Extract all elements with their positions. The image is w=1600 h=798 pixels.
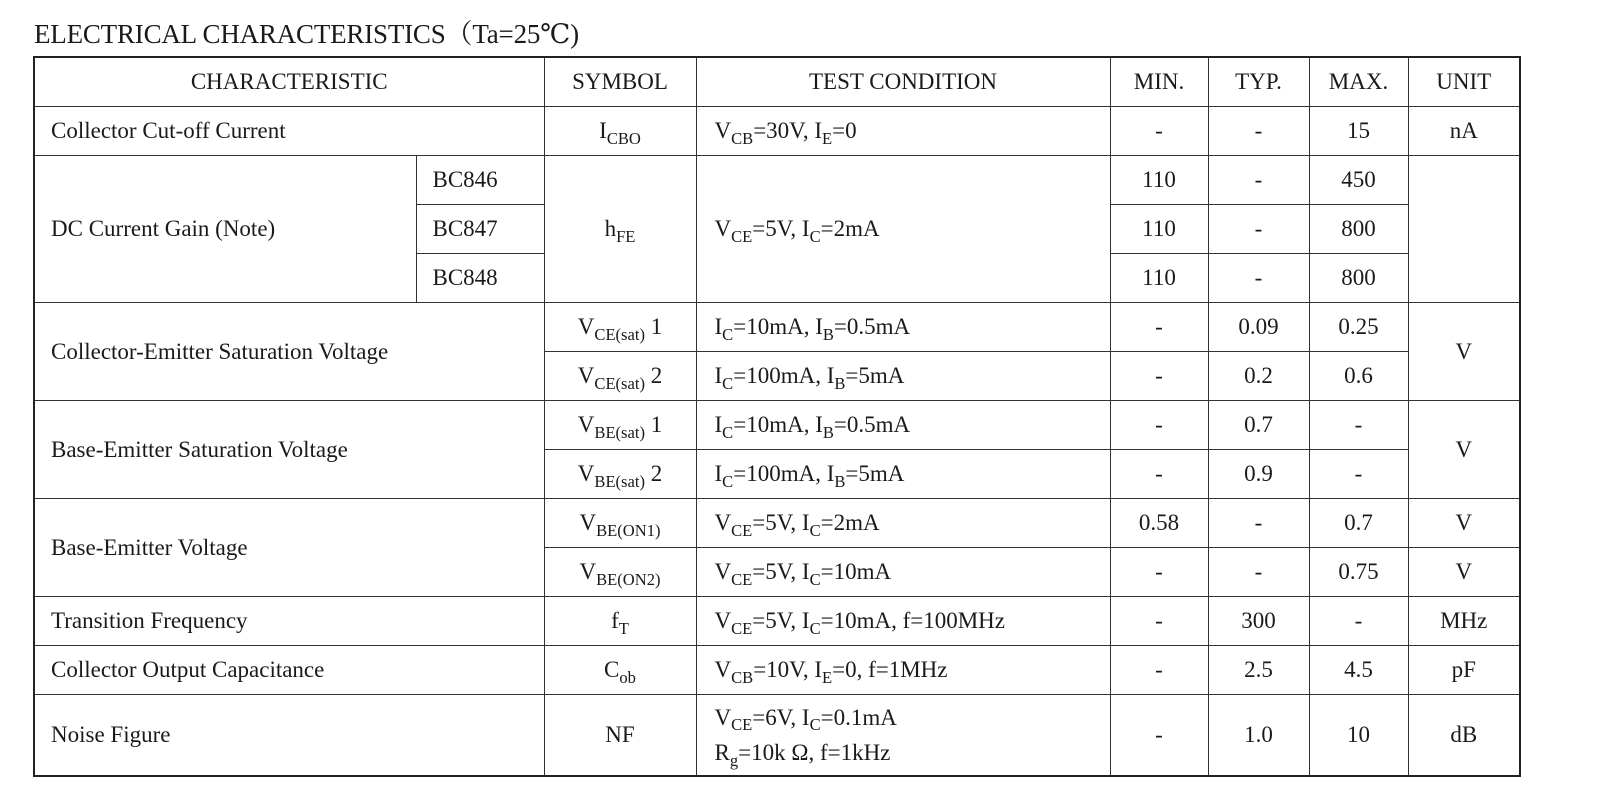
table-row [34,156,1520,205]
min-value: 110 [1110,156,1208,205]
table-row [34,499,1520,548]
typ-value: 1.0 [1208,695,1309,777]
max-value: 0.25 [1309,303,1408,352]
max-value: 800 [1309,254,1408,303]
test-condition-cell: $I_C=10mA$, $I_B=0.5mA$ [696,401,1110,450]
table-row [34,646,1520,695]
max-value: - [1309,401,1408,450]
typ-value: 0.9 [1208,450,1309,499]
test-condition-cell: $I_C=10mA$, $I_B=0.5mA$ [696,303,1110,352]
max-value: - [1309,597,1408,646]
symbol-cell: $I_{CBO}$ [544,107,696,156]
symbol-cell: $C_{ob}$ [544,646,696,695]
max-value: 0.75 [1309,548,1408,597]
test-condition-cell: $V_{CE}=5V$, $I_C=10mA$, f=100MHz [696,597,1110,646]
symbol-cell: $V_{BE(ON1)}$ [544,499,696,548]
min-value: 0.58 [1110,499,1208,548]
test-condition-cell: $V_{CB}=10V$, $I_E=0$, f=1MHz [696,646,1110,695]
min-value: - [1110,548,1208,597]
electrical-characteristics-table [33,56,1521,777]
part-number: BC848 [416,254,544,303]
max-value: 4.5 [1309,646,1408,695]
max-value: 10 [1309,695,1408,777]
table-row [34,401,1520,450]
symbol-cell: $V_{BE(sat)}$ 1 [544,401,696,450]
header-symbol: SYMBOL [544,57,696,107]
header-min: MIN. [1110,57,1208,107]
typ-value: 0.2 [1208,352,1309,401]
max-value: 800 [1309,205,1408,254]
header-test-condition: TEST CONDITION [696,57,1110,107]
header-max: MAX. [1309,57,1408,107]
test-condition-cell: $I_C=100mA$, $I_B=5mA$ [696,450,1110,499]
header-typ: TYP. [1208,57,1309,107]
characteristic-name: Base-Emitter Saturation Voltage [34,401,544,499]
min-value: - [1110,107,1208,156]
characteristic-name: Collector-Emitter Saturation Voltage [34,303,544,401]
table-row [34,695,1520,777]
typ-value: - [1208,499,1309,548]
table-row [34,597,1520,646]
symbol-cell: NF [544,695,696,777]
symbol-cell: $V_{BE(ON2)}$ [544,548,696,597]
test-condition-cell: $V_{CE}=5V$, $I_C=2mA$ [696,156,1110,303]
min-value: - [1110,450,1208,499]
page-title: ELECTRICAL CHARACTERISTICS（Ta=25℃) [34,19,579,49]
characteristic-name: DC Current Gain (Note) [34,156,416,303]
header-unit: UNIT [1408,57,1520,107]
characteristic-name: Collector Cut-off Current [34,107,544,156]
symbol-cell: $V_{CE(sat)}$ 2 [544,352,696,401]
characteristic-name: Noise Figure [34,695,544,777]
typ-value: 2.5 [1208,646,1309,695]
max-value: 0.6 [1309,352,1408,401]
test-condition-cell: $V_{CE}=5V$, $I_C=10mA$ [696,548,1110,597]
unit-value [1408,156,1520,303]
symbol-cell: $f_T$ [544,597,696,646]
table-row [34,303,1520,352]
characteristic-name: Base-Emitter Voltage [34,499,544,597]
characteristic-name: Transition Frequency [34,597,544,646]
unit-value: V [1408,303,1520,401]
symbol-cell: $V_{BE(sat)}$ 2 [544,450,696,499]
min-value: - [1110,646,1208,695]
characteristic-name: Collector Output Capacitance [34,646,544,695]
max-value: 0.7 [1309,499,1408,548]
unit-value: MHz [1408,597,1520,646]
typ-value: 0.09 [1208,303,1309,352]
test-condition-cell: $V_{CB}=30V$, $I_E=0$ [696,107,1110,156]
test-condition-cell: $I_C=100mA$, $I_B=5mA$ [696,352,1110,401]
unit-value: V [1408,401,1520,499]
part-number: BC846 [416,156,544,205]
test-condition-line-1: $V_{CE}=6V$, $I_C=0.1mA$ [714,704,897,735]
max-value: 15 [1309,107,1408,156]
min-value: 110 [1110,254,1208,303]
unit-value: pF [1408,646,1520,695]
header-row [34,57,1520,107]
table-row [34,107,1520,156]
typ-value: - [1208,156,1309,205]
min-value: - [1110,401,1208,450]
typ-value: - [1208,548,1309,597]
typ-value: 300 [1208,597,1309,646]
min-value: - [1110,597,1208,646]
unit-value: nA [1408,107,1520,156]
test-condition-line-2: $R_g=10k$ Ω, f=1kHz [714,740,891,770]
min-value: - [1110,303,1208,352]
typ-value: - [1208,205,1309,254]
max-value: 450 [1309,156,1408,205]
unit-value: V [1408,548,1520,597]
symbol-cell: $h_{FE}$ [544,156,696,303]
symbol-cell: $V_{CE(sat)}$ 1 [544,303,696,352]
part-number: BC847 [416,205,544,254]
max-value: - [1309,450,1408,499]
unit-value: dB [1408,695,1520,777]
typ-value: 0.7 [1208,401,1309,450]
header-characteristic: CHARACTERISTIC [34,57,544,107]
min-value: 110 [1110,205,1208,254]
test-condition-cell: $V_{CE}=5V$, $I_C=2mA$ [696,499,1110,548]
min-value: - [1110,695,1208,777]
typ-value: - [1208,254,1309,303]
typ-value: - [1208,107,1309,156]
unit-value: V [1408,499,1520,548]
min-value: - [1110,352,1208,401]
test-condition-cell [696,695,1110,777]
